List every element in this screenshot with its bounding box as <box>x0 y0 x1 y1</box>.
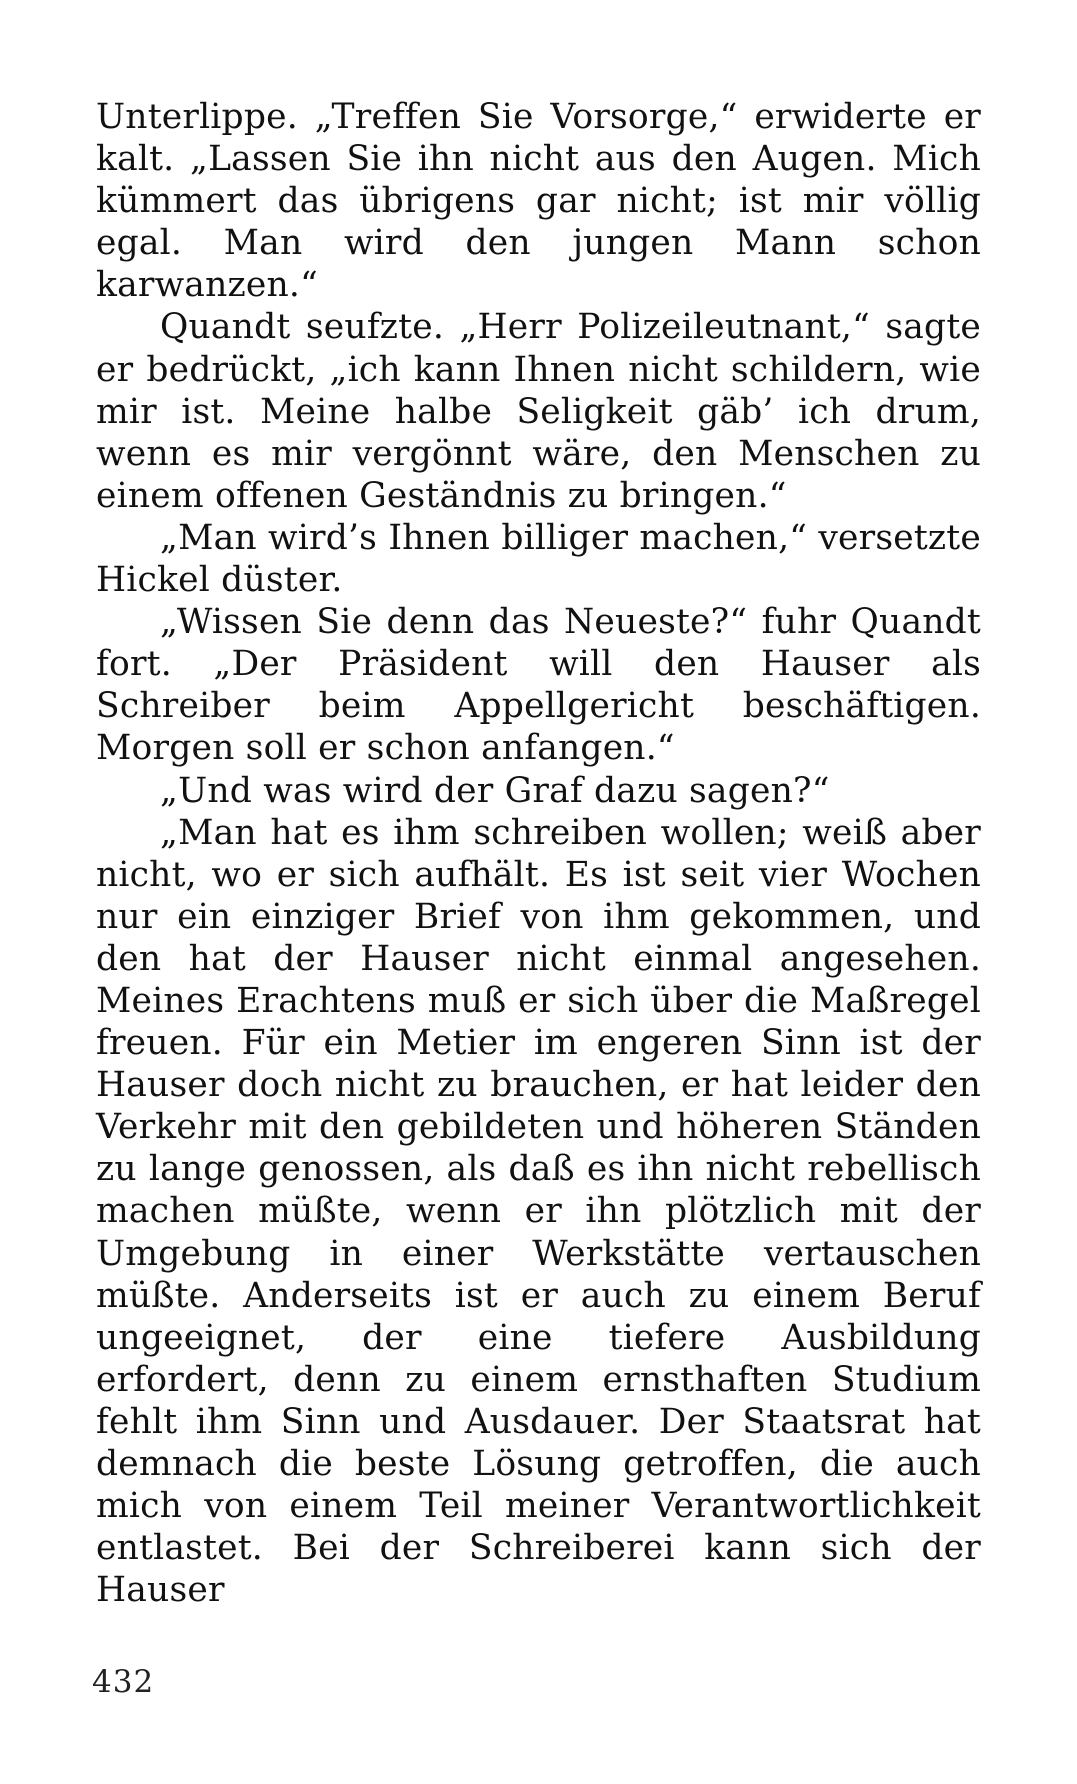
paragraph-3: „Man wird’s Ihnen billiger machen,“ versetzte Hickel düster. <box>96 517 981 601</box>
paragraph-5: „Und was wird der Graf dazu sagen?“ <box>160 770 830 811</box>
paragraph-6: „Man hat es ihm schreiben wollen; weiß aber nicht, wo er sich aufhält. Es ist seit vier Wochen nur ein einziger Brief von ihm gekommen, und den hat der Hauser nicht einmal angesehen. Meines Erachtens muß er sich über die Maßregel freuen. Für ein Metier im engeren Sinn ist der Hauser doch nicht zu brauchen, er hat leider den Verkehr mit den gebildeten und höheren Ständen zu lange genossen, als daß es ihn nicht rebellisch machen müßte, wenn er ihn plötzlich mit der Umgebung in einer Werkstätte vertauschen müßte. Anderseits ist er auch zu einem Beruf ungeeignet, der eine tiefere Ausbildung erfordert, denn zu einem ernsthaften Studium fehlt ihm Sinn und Ausdauer. Der Staatsrat hat demnach die beste Lösung getroffen, die auch mich von einem Teil meiner Verantwortlichkeit entlastet. Bei der Schreiberei kann sich der Hauser <box>96 812 981 1611</box>
paragraph-1: Unterlippe. „Treffen Sie Vorsorge,“ erwiderte er kalt. „Lassen Sie ihn nicht aus den Augen. Mich kümmert das übrigens gar nicht; ist mir völlig egal. Man wird den jungen Mann schon karwanzen.“ <box>96 97 981 306</box>
paragraph-2: Quandt seufzte. „Herr Polizeileutnant,“ sagte er bedrückt, „ich kann Ihnen nicht schildern, wie mir ist. Meine halbe Seligkeit gäb’ ich drum, wenn es mir vergönnt wäre, den Menschen zu einem offenen Geständnis zu bringen.“ <box>96 307 981 516</box>
paragraph-4: „Wissen Sie denn das Neueste?“ fuhr Quandt fort. „Der Präsident will den Hauser als Schreiber beim Appellgericht beschäftigen. Morgen soll er schon anfangen.“ <box>96 602 981 769</box>
page-number: 432 <box>92 1664 155 1700</box>
body-text <box>96 96 981 1611</box>
